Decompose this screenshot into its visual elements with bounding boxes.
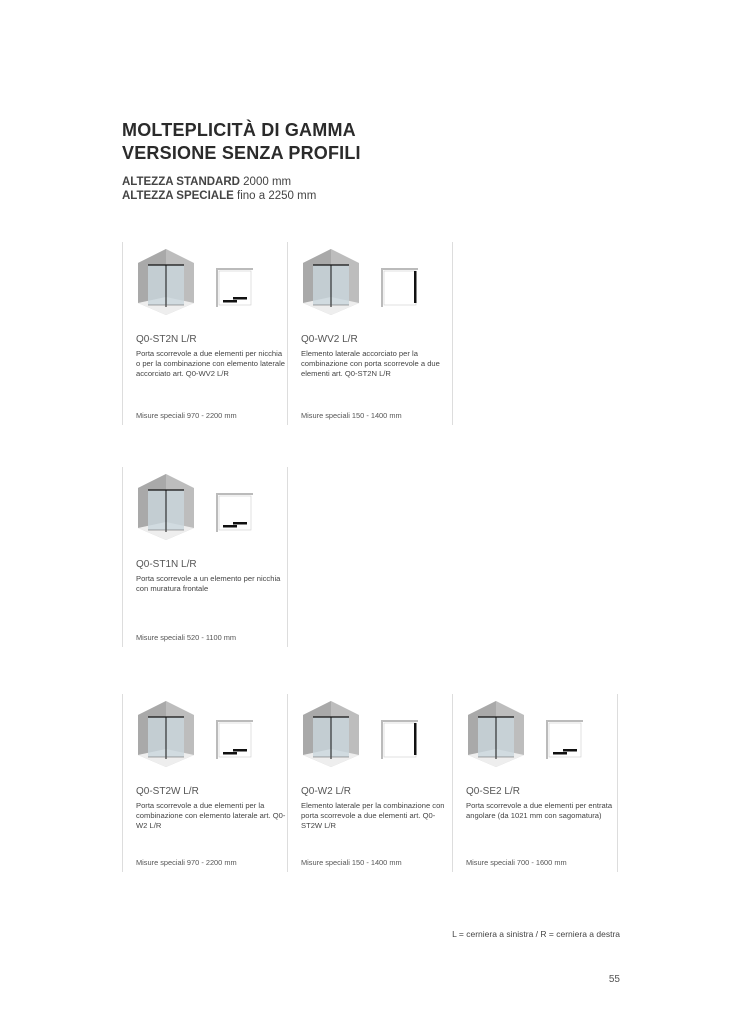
product-description: Porta scorrevole a un elemento per nicchia con muratura frontale (136, 574, 281, 593)
product-description: Porta scorrevole a due elementi per la combinazione con elemento laterale art. Q0-W2 L/R (136, 801, 286, 830)
floor-plan-icon (215, 267, 255, 309)
product-code: Q0-SE2 L/R (466, 786, 520, 797)
product-card (122, 467, 288, 647)
side-panel-icon (301, 699, 361, 769)
title-line-1: MOLTEPLICITÀ DI GAMMA (122, 120, 356, 140)
standard-height-label: ALTEZZA STANDARD (122, 176, 240, 188)
product-code: Q0-ST2N L/R (136, 334, 197, 345)
special-sizes: Misure speciali 150 - 1400 mm (301, 858, 402, 867)
sliding-door-corner-icon (136, 699, 196, 769)
standard-height-value: 2000 mm (239, 176, 292, 188)
product-card (122, 242, 287, 425)
special-height-value: fino a 2250 mm (233, 190, 317, 202)
title-line-2: VERSIONE SENZA PROFILI (122, 143, 361, 163)
corner-entry-icon (466, 699, 526, 769)
product-description: Porta scorrevole a due elementi per entrata angolare (da 1021 mm con sagomatura) (466, 801, 613, 820)
product-card (122, 694, 287, 872)
product-card (287, 242, 453, 425)
special-sizes: Misure speciali 970 - 2200 mm (136, 411, 237, 420)
height-info (122, 175, 316, 203)
product-description: Porta scorrevole a due elementi per nicchia o per la combinazione con elemento laterale accorciato art. Q0-WV2 L/R (136, 349, 286, 378)
product-card (287, 694, 452, 872)
special-sizes: Misure speciali 520 - 1100 mm (136, 633, 237, 642)
product-description: Elemento laterale accorciato per la combinazione con porta scorrevole a due elementi art. Q0-ST2N L/R (301, 349, 440, 378)
page-number: 55 (608, 974, 620, 985)
floor-plan-icon (215, 719, 255, 761)
side-panel-short-icon (301, 247, 361, 317)
special-sizes: Misure speciali 970 - 2200 mm (136, 858, 237, 867)
product-code: Q0-W2 L/R (301, 786, 352, 797)
floor-plan-icon (215, 492, 255, 534)
special-sizes: Misure speciali 150 - 1400 mm (301, 411, 402, 420)
special-sizes: Misure speciali 700 - 1600 mm (466, 858, 567, 867)
sliding-door-single-icon (136, 472, 196, 542)
hinge-legend: L = cerniera a sinistra / R = cerniera a destra (452, 929, 620, 939)
page-title (122, 119, 361, 165)
special-height-label: ALTEZZA SPECIALE (122, 190, 234, 202)
floor-plan-icon (380, 267, 420, 309)
product-card (452, 694, 618, 872)
product-description: Elemento laterale per la combinazione con porta scorrevole a due elementi art. Q0-ST2W L/R (301, 801, 445, 830)
floor-plan-icon (380, 719, 420, 761)
product-code: Q0-ST2W L/R (136, 786, 199, 797)
product-code: Q0-ST1N L/R (136, 559, 197, 570)
floor-plan-icon (545, 719, 585, 761)
product-code: Q0-WV2 L/R (301, 334, 358, 345)
sliding-door-niche-icon (136, 247, 196, 317)
